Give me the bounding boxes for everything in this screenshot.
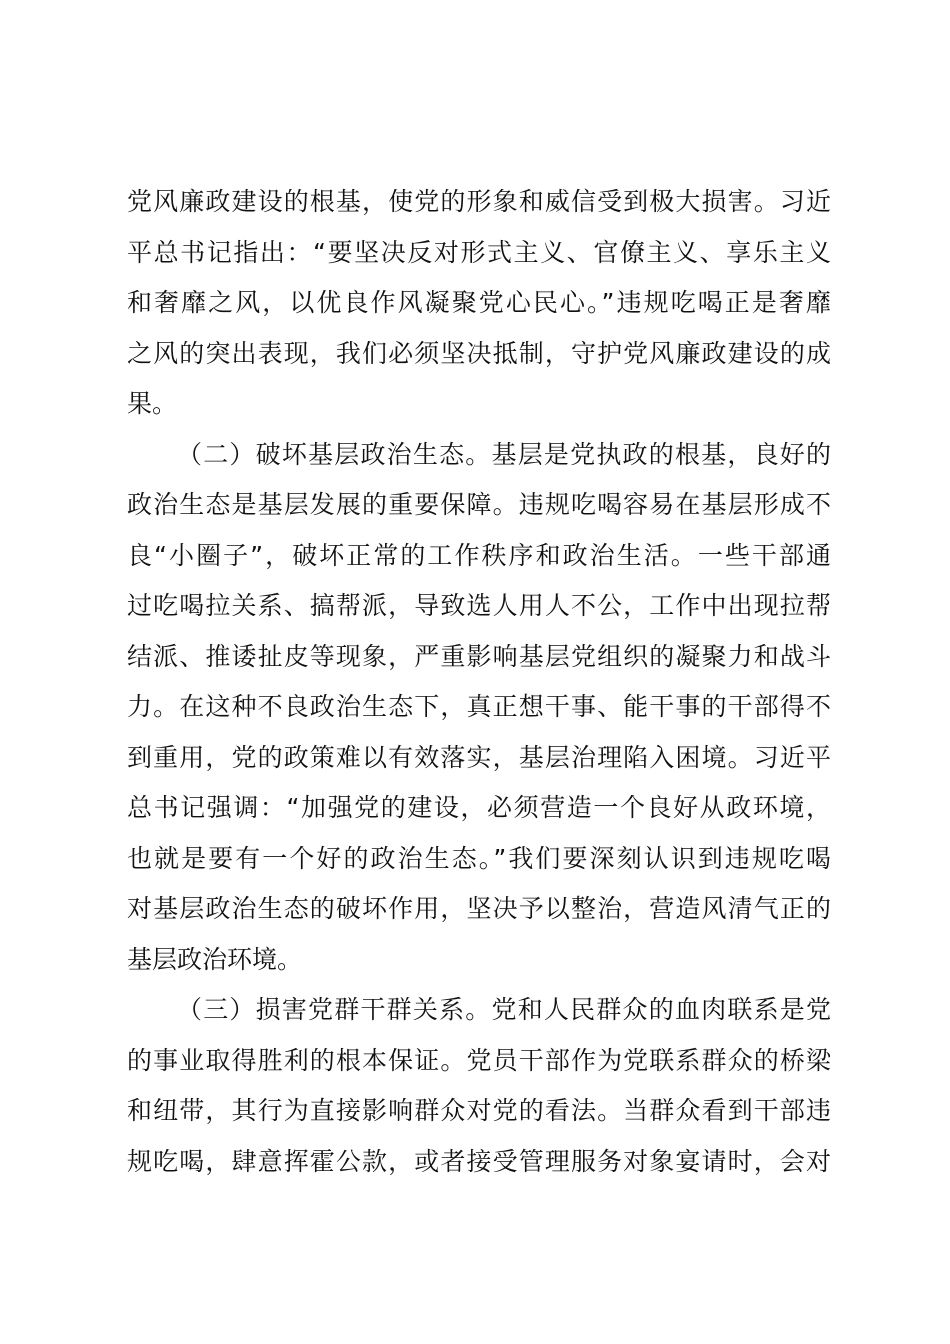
text-line: 也就是要有一个好的政治生态。”我们要深刻认识到违规吃喝 bbox=[127, 843, 831, 873]
text-line: 过吃喝拉关系、搞帮派，导致选人用人不公，工作中出现拉帮 bbox=[127, 591, 831, 620]
text-line: 之风的突出表现，我们必须坚决抵制，守护党风廉政建设的成 bbox=[127, 338, 831, 368]
text-line: 结派、推诿扯皮等现象，严重影响基层党组织的凝聚力和战斗 bbox=[127, 641, 831, 671]
body-text bbox=[127, 177, 831, 1187]
text-line: 基层政治环境。 bbox=[127, 944, 303, 974]
text-line: 和纽带，其行为直接影响群众对党的看法。当群众看到干部违 bbox=[127, 1096, 831, 1125]
text-line: （二）破坏基层政治生态。基层是党执政的根基，良好的 bbox=[177, 439, 831, 469]
text-line: 总书记强调：“加强党的建设，必须营造一个良好从政环境， bbox=[127, 793, 831, 822]
text-line: 良“小圈子”，破坏正常的工作秩序和政治生活。一些干部通 bbox=[127, 540, 831, 570]
text-line: 的事业取得胜利的根本保证。党员干部作为党联系群众的桥梁 bbox=[127, 1045, 831, 1075]
text-line: 到重用，党的政策难以有效落实，基层治理陷入困境。习近平 bbox=[127, 742, 831, 772]
text-line: （三）损害党群干群关系。党和人民群众的血肉联系是党 bbox=[177, 995, 831, 1024]
paragraph bbox=[127, 430, 831, 986]
text-line: 平总书记指出：“要坚决反对形式主义、官僚主义、享乐主义 bbox=[127, 237, 831, 267]
text-line: 力。在这种不良政治生态下，真正想干事、能干事的干部得不 bbox=[127, 692, 831, 721]
text-line: 果。 bbox=[127, 389, 178, 418]
text-line: 和奢靡之风，以优良作风凝聚党心民心。”违规吃喝正是奢靡 bbox=[127, 288, 831, 317]
text-line: 规吃喝，肆意挥霍公款，或者接受管理服务对象宴请时，会对 bbox=[127, 1146, 831, 1176]
text-line: 党风廉政建设的根基，使党的形象和威信受到极大损害。习近 bbox=[127, 187, 831, 216]
paragraph bbox=[127, 985, 831, 1187]
text-line: 政治生态是基层发展的重要保障。违规吃喝容易在基层形成不 bbox=[127, 490, 831, 519]
text-line: 对基层政治生态的破坏作用，坚决予以整治，营造风清气正的 bbox=[127, 894, 831, 923]
paragraph bbox=[127, 177, 831, 430]
